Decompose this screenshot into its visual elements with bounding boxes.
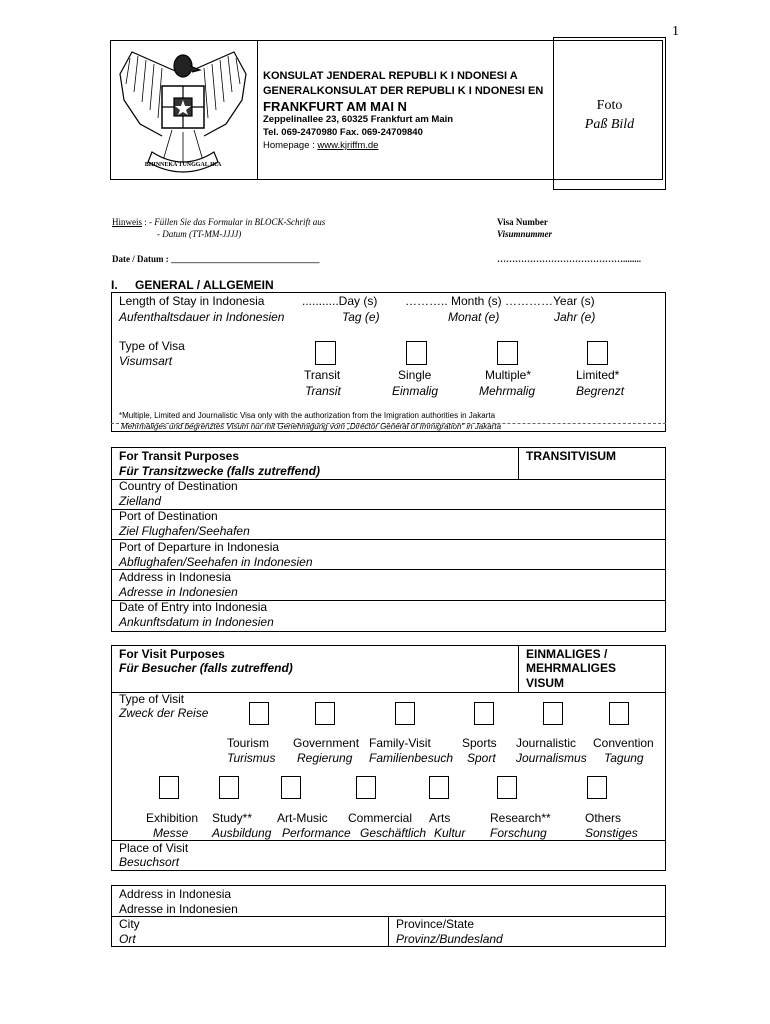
visit-purpose-label-de: Performance bbox=[282, 826, 351, 840]
place-of-visit-label: Place of Visit bbox=[119, 841, 189, 855]
visa-type-label-de: Begrenzt bbox=[576, 384, 625, 398]
visa-type-label: Single bbox=[398, 368, 432, 382]
province-label-de: Provinz/Bundesland bbox=[396, 932, 503, 946]
visit-sports-checkbox[interactable] bbox=[474, 702, 494, 725]
stay-months-label-de: Monat (e) bbox=[448, 310, 500, 324]
city-label: City bbox=[119, 917, 140, 931]
page-number: 1 bbox=[672, 24, 679, 39]
hinweis-line1: Füllen Sie das Formular in BLOCK-Schrift aus bbox=[154, 217, 326, 227]
visit-others-checkbox[interactable] bbox=[587, 776, 607, 799]
visa-type-label: Multiple* bbox=[485, 368, 532, 382]
address-label: Address in Indonesia bbox=[119, 887, 232, 901]
transit-row-label: Port of Destination bbox=[119, 509, 218, 523]
transit-row-label: Address in Indonesia bbox=[119, 570, 232, 584]
visa-number-label-de: Visumnummer bbox=[497, 229, 553, 239]
visa-footnote: *Multiple, Limited and Journalistic Visa only with the authorization from the Imigration authorities in Jakarta bbox=[119, 411, 496, 420]
visa-type-label: Transit bbox=[304, 368, 341, 382]
visit-purpose-label-de: Regierung bbox=[297, 751, 353, 765]
visit-convention-checkbox[interactable] bbox=[609, 702, 629, 725]
visit-purpose-label: Journalistic bbox=[516, 736, 577, 750]
photo-label-de: Paß Bild bbox=[584, 117, 635, 132]
visit-purpose-label-de: Turismus bbox=[227, 751, 276, 765]
type-of-visa-label-de: Visumsart bbox=[119, 354, 173, 368]
transit-row-label-de: Adresse in Indonesien bbox=[119, 585, 238, 599]
photo-label: Foto bbox=[596, 98, 623, 113]
visit-row-line bbox=[111, 692, 666, 693]
visit-purpose-label: Art-Music bbox=[277, 811, 328, 825]
visa-number-label: Visa Number bbox=[497, 217, 548, 227]
consulate-name-id: KONSULAT JENDERAL REPUBLI K I NDONESI A bbox=[263, 70, 518, 82]
transit-row-label-de: Zielland bbox=[119, 494, 162, 508]
visit-purpose-label: Arts bbox=[429, 811, 451, 825]
hinweis-sep: : - bbox=[142, 217, 155, 227]
visit-purpose-label: Research** bbox=[490, 811, 551, 825]
hinweis-note bbox=[112, 217, 325, 227]
transit-row-label: Country of Destination bbox=[119, 479, 238, 493]
visa-type-transit-checkbox[interactable] bbox=[315, 341, 336, 365]
visit-study-checkbox[interactable] bbox=[219, 776, 239, 799]
place-of-visit-label-de: Besuchsort bbox=[119, 855, 180, 869]
visit-purpose-label-de: Forschung bbox=[490, 826, 547, 840]
transit-row-label-de: Abflughafen/Seehafen in Indonesien bbox=[119, 555, 313, 569]
transit-header-divider bbox=[518, 447, 519, 479]
date-field[interactable]: Date / Datum : _________________________________ bbox=[112, 254, 320, 264]
visa-type-label-de: Transit bbox=[305, 384, 341, 398]
visit-purpose-label: Convention bbox=[593, 736, 654, 750]
transit-row-label-de: Ankunftsdatum in Indonesien bbox=[119, 615, 274, 629]
stay-months-years-field[interactable]: ……….. Month (s) …………Year (s) bbox=[405, 294, 595, 308]
visit-purpose-label: Family-Visit bbox=[369, 736, 431, 750]
visa-type-single-checkbox[interactable] bbox=[406, 341, 427, 365]
visa-number-field[interactable]: ……………………………………........ bbox=[497, 254, 641, 264]
stay-days-label-de: Tag (e) bbox=[342, 310, 380, 324]
visit-header-divider bbox=[518, 645, 519, 692]
transit-row-label: Port of Departure in Indonesia bbox=[119, 540, 280, 554]
visit-purpose-label: Exhibition bbox=[146, 811, 199, 825]
visa-type-label-de: Mehrmalig bbox=[479, 384, 536, 398]
visit-government-checkbox[interactable] bbox=[315, 702, 335, 725]
section1-heading: GENERAL / ALLGEMEIN bbox=[135, 278, 274, 292]
hinweis-line2: - Datum (TT-MM-JJJJ) bbox=[157, 229, 242, 239]
visit-title-de: Für Besucher (falls zutreffend) bbox=[119, 661, 293, 675]
visit-family-checkbox[interactable] bbox=[395, 702, 415, 725]
visit-exhibition-checkbox[interactable] bbox=[159, 776, 179, 799]
visit-arts-checkbox[interactable] bbox=[429, 776, 449, 799]
homepage-link[interactable]: www.kjriffm.de bbox=[317, 140, 379, 151]
visit-row-line bbox=[111, 840, 666, 841]
visit-purpose-label-de: Tagung bbox=[604, 751, 644, 765]
visa-type-label: Limited* bbox=[576, 368, 620, 382]
visit-art-music-checkbox[interactable] bbox=[281, 776, 301, 799]
visit-badge-line1: EINMALIGES / bbox=[526, 647, 608, 661]
length-of-stay-label: Length of Stay in Indonesia bbox=[119, 294, 265, 308]
province-label: Province/State bbox=[396, 917, 475, 931]
visit-purpose-label-de: Messe bbox=[153, 826, 189, 840]
address-col-divider bbox=[388, 916, 389, 947]
garuda-emblem-icon bbox=[112, 44, 254, 178]
visit-purpose-label-de: Familienbesuch bbox=[369, 751, 454, 765]
type-of-visa-label: Type of Visa bbox=[119, 339, 185, 353]
transit-row-label: Date of Entry into Indonesia bbox=[119, 600, 268, 614]
consulate-city: FRANKFURT AM MAI N bbox=[263, 99, 407, 114]
visit-commercial-checkbox[interactable] bbox=[356, 776, 376, 799]
header-divider bbox=[257, 40, 258, 180]
visit-title: For Visit Purposes bbox=[119, 647, 225, 661]
visa-footnote-de: Mehrmaliges und begrenztes Visum nur mit Genehmigung vom „Director General of Immigration“ in Jakarta bbox=[121, 422, 502, 431]
length-of-stay-label-de: Aufenthaltsdauer in Indonesien bbox=[119, 310, 285, 324]
city-label-de: Ort bbox=[119, 932, 136, 946]
visit-purpose-label: Government bbox=[293, 736, 360, 750]
address-label-de: Adresse in Indonesien bbox=[119, 902, 238, 916]
transit-title: For Transit Purposes bbox=[119, 449, 240, 463]
visa-type-limited-checkbox[interactable] bbox=[587, 341, 608, 365]
visit-purpose-label: Sports bbox=[462, 736, 497, 750]
consulate-name-de: GENERALKONSULAT DER REPUBLI K I NDONESI EN bbox=[263, 85, 544, 97]
visit-badge-line3: VISUM bbox=[526, 676, 565, 690]
visit-purpose-label: Others bbox=[585, 811, 622, 825]
visit-purpose-label-de: Sport bbox=[467, 751, 496, 765]
visit-research-checkbox[interactable] bbox=[497, 776, 517, 799]
visit-purpose-label-de: Geschäftlich bbox=[360, 826, 427, 840]
visa-type-label-de: Einmalig bbox=[392, 384, 439, 398]
visit-purpose-label-de: Sonstiges bbox=[585, 826, 638, 840]
stay-years-label-de: Jahr (e) bbox=[554, 310, 596, 324]
transit-title-de: Für Transitzwecke (falls zutreffend) bbox=[119, 464, 320, 478]
visit-purpose-label: Commercial bbox=[348, 811, 413, 825]
consulate-homepage bbox=[263, 140, 378, 151]
visit-purpose-label-de: Ausbildung bbox=[212, 826, 272, 840]
visit-purpose-label: Study** bbox=[212, 811, 253, 825]
visa-type-multiple-checkbox[interactable] bbox=[497, 341, 518, 365]
section1-number: I. bbox=[111, 278, 118, 292]
visit-purpose-label-de: Journalismus bbox=[516, 751, 587, 765]
visit-journalistic-checkbox[interactable] bbox=[543, 702, 563, 725]
consulate-address: Zeppelinallee 23, 60325 Frankfurt am Main bbox=[263, 114, 454, 125]
visit-tourism-checkbox[interactable] bbox=[249, 702, 269, 725]
type-of-visit-label: Type of Visit bbox=[119, 692, 185, 706]
transit-row-label-de: Ziel Flughafen/Seehafen bbox=[119, 524, 250, 538]
transit-badge: TRANSITVISUM bbox=[526, 449, 616, 463]
type-of-visit-label-de: Zweck der Reise bbox=[119, 706, 209, 720]
visit-badge-line2: MEHRMALIGES bbox=[526, 661, 616, 675]
homepage-label: Homepage : bbox=[263, 140, 318, 151]
visit-purpose-label-de: Kultur bbox=[434, 826, 466, 840]
consulate-phone: Tel. 069-2470980 Fax. 069-24709840 bbox=[263, 127, 423, 138]
stay-days-field[interactable]: ...........Day (s) bbox=[302, 294, 378, 308]
hinweis-label: Hinweis bbox=[112, 217, 142, 227]
visit-purpose-label: Tourism bbox=[227, 736, 270, 750]
emblem-motto: BHINNEKA TUNGGAL IKA bbox=[144, 162, 222, 168]
